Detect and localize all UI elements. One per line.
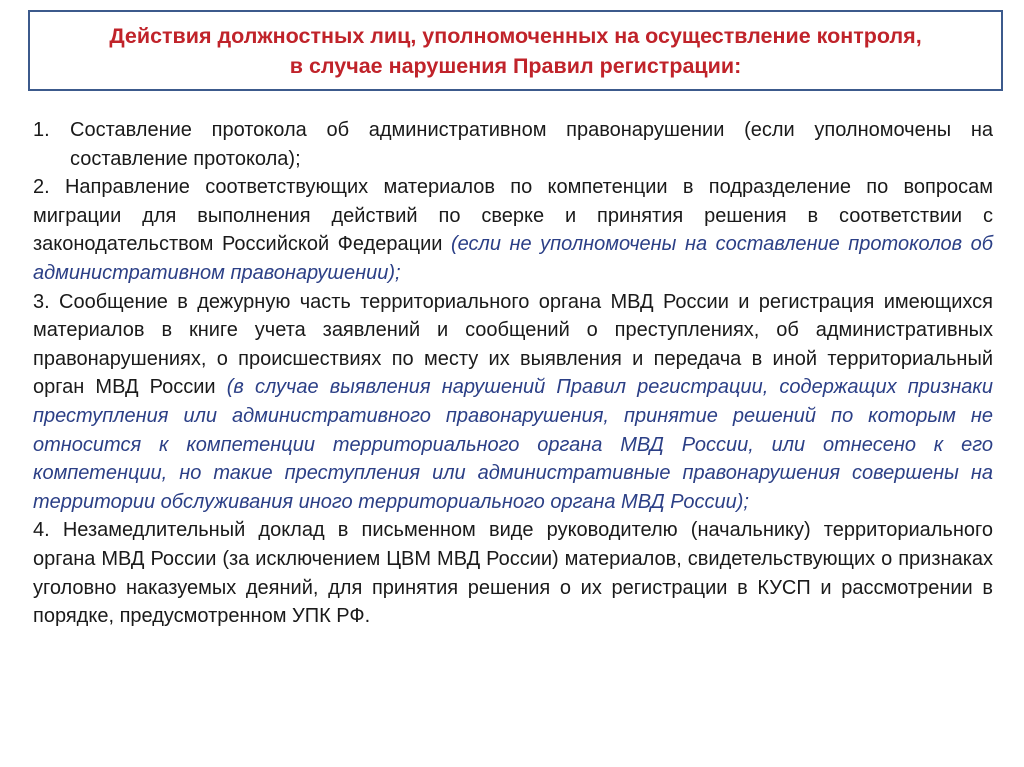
list-item-1: [33, 116, 993, 173]
title-line-2: в случае нарушения Правил регистрации:: [289, 53, 742, 78]
list-item-4: [33, 516, 993, 630]
list-item-text: 3. Сообщение в дежурную часть территориального органа МВД России и регистрация имеющихся материалов в книге учета заявлений и сообщений о преступлениях, об административных правонарушениях, о происшествиях по месту их выявления и передача в иной территориальный орган МВД России: [33, 290, 993, 399]
content-list: [33, 116, 993, 631]
title-box: [28, 10, 1003, 91]
list-item-note: (в случае выявления нарушений Правил регистрации, содержащих признаки преступления или административного правонарушения, принятие решений по которым не относится к компетенции территориального органа МВД России, или отнесено к его компетенции, но такие преступления или административные правонарушения совершены на территории обслуживания иного территориального органа МВД России);: [33, 376, 994, 513]
list-item-number: 1.: [33, 119, 50, 141]
list-item-text: Составление протокола об административном правонарушении (если уполномочены на составление протокола);: [70, 119, 993, 170]
list-item-2: [33, 173, 993, 287]
list-item-text: 4. Незамедлительный доклад в письменном виде руководителю (начальнику) территориального органа МВД России (за исключением ЦВМ МВД России) материалов, свидетельствующих о признаках уголовно наказуемых деяний, для принятия решения о их регистрации в КУСП и рассмотрении в порядке, предусмотренном УПК РФ.: [33, 519, 993, 628]
list-item-3: [33, 288, 993, 517]
list-item-note: (если не уполномочены на составление протоколов об административном правонарушении);: [33, 233, 993, 284]
list-item-text: 2. Направление соответствующих материалов по компетенции в подразделение по вопросам миграции для выполнения действий по сверке и принятия решения в соответствии с законодательством Российской Федерации: [33, 176, 993, 256]
title-line-1: Действия должностных лиц, уполномоченных на осуществление контроля,: [109, 23, 922, 48]
